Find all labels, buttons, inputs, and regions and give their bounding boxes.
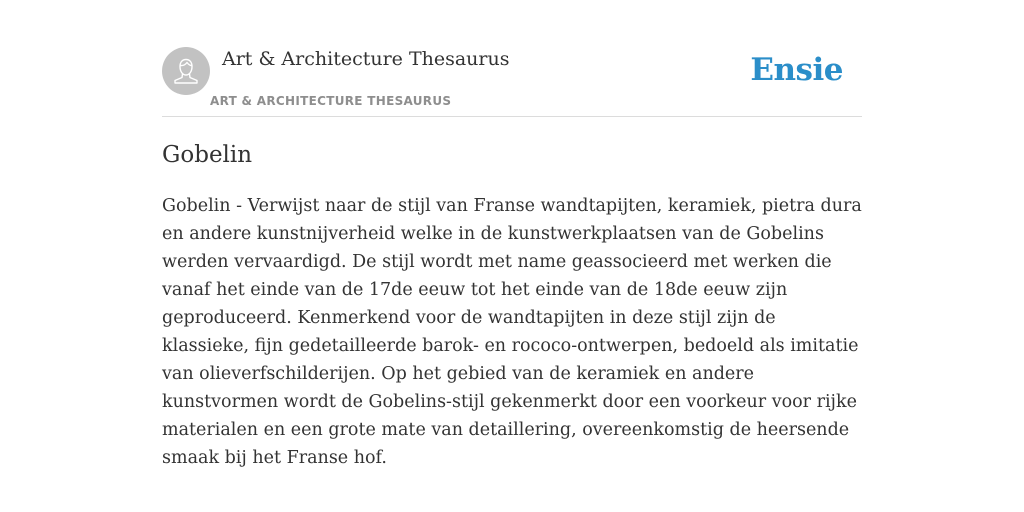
ensie-logo[interactable]: Ensie	[750, 52, 843, 88]
source-subtitle[interactable]: ART & ARCHITECTURE THESAURUS	[210, 94, 452, 108]
source-avatar[interactable]	[162, 47, 210, 95]
source-title[interactable]: Art & Architecture Thesaurus	[222, 48, 510, 70]
user-silhouette-icon	[162, 47, 210, 95]
source-header	[162, 46, 862, 117]
entry-definition: Gobelin - Verwijst naar de stijl van Franse wandtapijten, keramiek, pietra dura en andere kunstnijverheid welke in de kunstwerkplaatsen van de Gobelins werden vervaardigd. De stijl wordt met name geassocieerd met werken die vanaf het einde van de 17de eeuw tot het einde van de 18de eeuw zijn geproduceerd. Kenmerkend voor de wandtapijten in deze stijl zijn de klassieke, fijn gedetailleerde barok- en rococo-ontwerpen, bedoeld als imitatie van olieverfschilderijen. Op het gebied van de keramiek en andere kunstvormen wordt de Gobelins-stijl gekenmerkt door een voorkeur voor rijke materialen en een grote mate van detaillering, overeenkomstig de heersende smaak bij het Franse hof.	[162, 196, 862, 468]
entry-title: Gobelin	[162, 142, 253, 168]
